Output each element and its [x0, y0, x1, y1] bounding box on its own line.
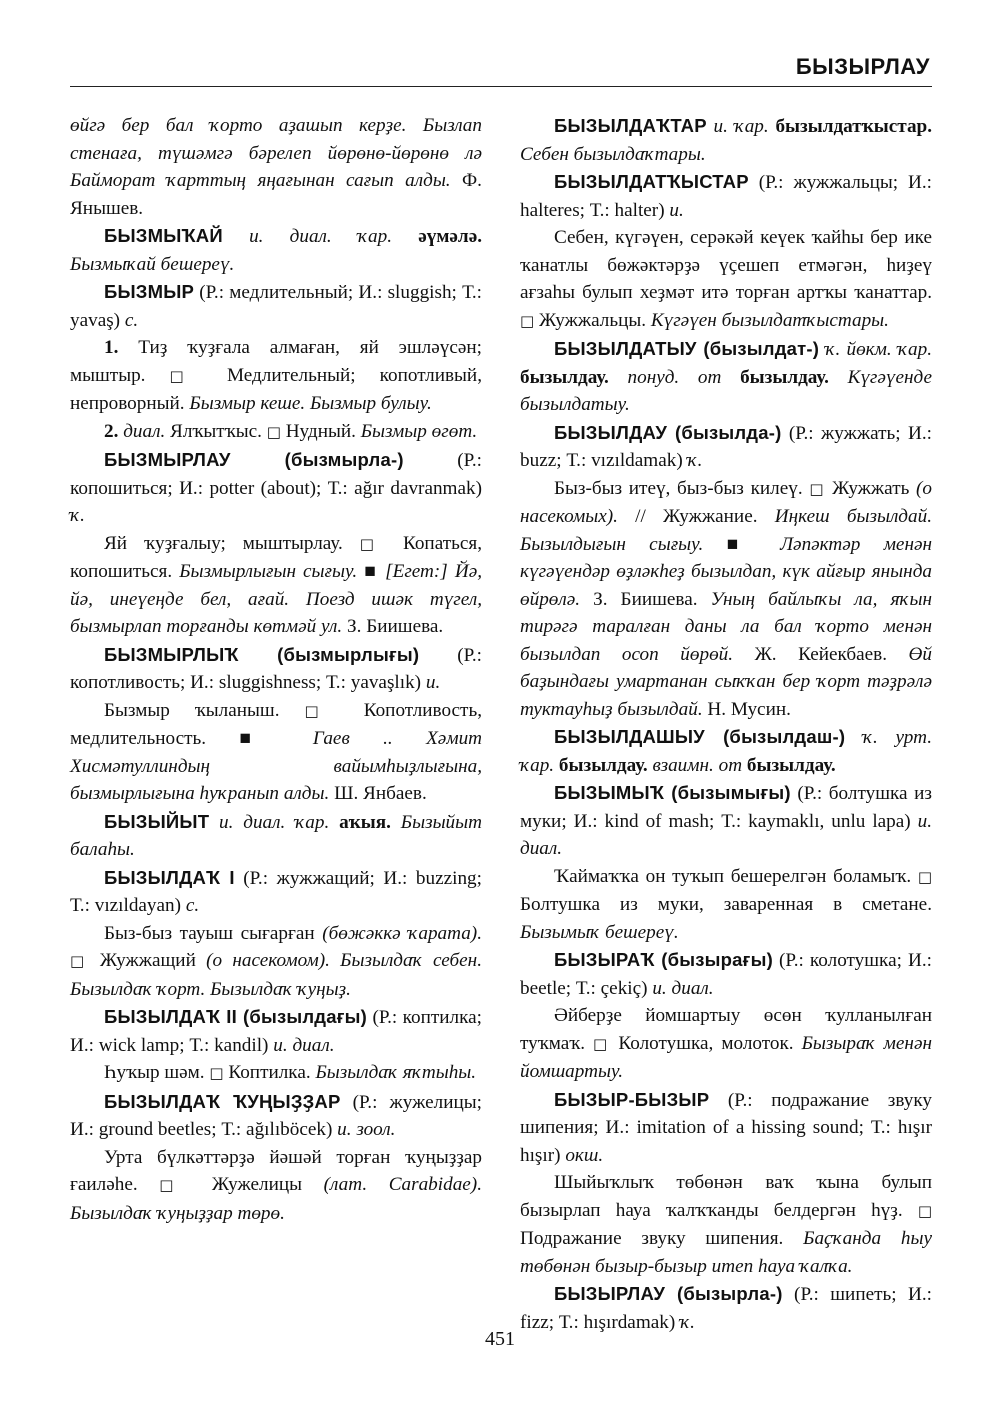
- dictionary-paragraph: БЫЗЫЛДАШЫУ (бызылдаш-) ҡ. урт. ҡар. бызылдау. взаимн. от бызылдау.: [520, 726, 932, 776]
- dictionary-paragraph: БЫЗЫЛДАҠ II (бызылдағы) (Р.: коптилка; И.: wick lamp; Т.: kandil) и. диал.: [70, 1006, 482, 1056]
- left-column: [70, 112, 482, 1227]
- running-headword: БЫЗЫРЛАУ: [795, 54, 930, 79]
- page-number: 451: [485, 1328, 515, 1350]
- dictionary-paragraph: БЫЗЫМЫҠ (бызымығы) (Р.: болтушка из муки; И.: kind of mash; Т.: kaymaklı, unlu lapa) и. диал.: [520, 782, 932, 859]
- dictionary-paragraph: Яй ҡуҙғалыу; мыштырлау. □ Копаться, копошиться. Бызмырлығын сығыу. ■ [Егет:] Йә, йә, инеүеңде бел, ағай. Поезд ишәк түгел, бызмырлап торғанды көтмәй ул. З. Биишева.: [70, 532, 483, 637]
- dictionary-paragraph: өйгә бер бал ҡорто аҙашып керҙе. Бызлап стенаға, түшәмгә бәрелеп йөрөнө-йөрөнө лә Байморат ҡарттың яңағынан сағып алды. Ф. Янышев.: [70, 115, 482, 219]
- dictionary-paragraph: Себен, күгәүен, серәкәй кеүек ҡайһы бер ике ҡанатлы бөжәктәрҙә үҫешеп етмәгән, һиҙеү ағзаһы булып хеҙмәт итә торған артҡы ҡанаттар. □ Жужжальцы. Күгәүен бызылдатҡыстары.: [520, 227, 932, 331]
- dictionary-paragraph: БЫЗЫЙЫТ и. диал. ҡар. аҡыя. Бызыйыт балаһы.: [70, 810, 483, 860]
- dictionary-paragraph: Быз-быз тауыш сығарған (бөжәккә ҡарата). □ Жужжащий (о насекомом). Бызылдаҡ себен. Бызылдаҡ ҡорт. Бызылдаҡ ҡуңыҙ.: [70, 922, 482, 1000]
- dictionary-paragraph: БЫЗЫРЛАУ (бызырла-) (Р.: шипеть; И.: fizz; Т.: hışırdamak) ҡ.: [520, 1283, 933, 1333]
- dictionary-paragraph: БЫЗЫР-БЫЗЫР (Р.: подражание звуку шипения; И.: imitation of a hissing sound; Т.: hışır hışır) окш.: [520, 1088, 932, 1166]
- dictionary-paragraph: БЫЗЫЛДАҠТАР и. ҡар. бызылдатҡыстар. Себен бызылдаҡтары.: [520, 115, 933, 165]
- dictionary-paragraph: Быз-быз итеү, быз-быз килеү. □ Жужжать (о насекомых). // Жужжание. Иңкеш бызылдай. Бызылдығын сығыу. ■ Ләпәктәр менән күгәүендәр өҙләкһеҙ бызылдап, күк айғыр янында өйрөлә. З. Биишева. Уның байлыҡы ла, яҡын тирәгә таралған даны ла бал ҡорто менән бызылдап осоп йөрөй. Ж. Кейекбаев. Өй баҙындағы умартанан сыҡҡан бер ҡорт тәҙрәлә туктауһыҙ бызылдай. Н. Мусин.: [520, 477, 933, 720]
- dictionary-paragraph: Бызмыр ҡыланыш. □ Копотливость, медлительность. ■ Гаев .. Хәмит Хисмәтуллиндың вайымһыҙлығына, бызмырлығына һуҡранып алды. Ш. Янбаев.: [70, 699, 483, 804]
- dictionary-paragraph: Ҡаймаҡҡа он туҡып бешерелгән боламыҡ. □ Болтушка из муки, заваренная в сметане. Бызымыҡ бешереү.: [520, 865, 932, 943]
- dictionary-paragraph: БЫЗЫЛДАҠ ҠУҢЫҘҘАР (Р.: жужелицы; И.: ground beetles; Т.: ağılıböcek) и. зоол.: [70, 1090, 482, 1140]
- dictionary-paragraph: БЫЗЫЛДАТЫУ (бызылдат-) ҡ. йөкм. ҡар. бызылдау. понуд. от бызылдау. Күгәүенде бызылдатыу.: [520, 338, 933, 415]
- dictionary-paragraph: БЫЗЫЛДАУ (бызылда-) (Р.: жужжать; И.: buzz; Т.: vızıldamak) ҡ.: [520, 421, 932, 471]
- running-header: [70, 48, 932, 87]
- dictionary-paragraph: БЫЗЫЛДАТҠЫСТАР (Р.: жужжальцы; И.: halteres; Т.: halter) и.: [520, 171, 932, 221]
- dictionary-paragraph: БЫЗЫРАҠ (бызырағы) (Р.: колотушка; И.: beetle; Т.: çekiç) и. диал.: [520, 949, 932, 999]
- dictionary-paragraph: Һуҡыр шәм. □ Коптилка. Бызылдаҡ яҡтыһы.: [104, 1062, 477, 1083]
- dictionary-paragraph: Шыйыҡлыҡ төбөнән ваҡ ҡына булып бызырлап һауа ҡалҡҡанды белдергән һүҙ. □ Подражание звуку шипения. Баҫҡанда һыу төбөнән бызыр-бызыр итеп һауа ҡалҡа.: [520, 1172, 932, 1277]
- dictionary-paragraph: БЫЗМЫРЛАУ (бызмырла-) (Р.: копошиться; И.: potter (about); Т.: ağır davranmak) ҡ.: [70, 449, 482, 526]
- dictionary-paragraph: Әйберҙе йомшартыу өсөн ҡулланылған туҡмаҡ. □ Колотушка, молоток. Бызыраҡ менән йомшартыу.: [520, 1005, 932, 1082]
- dictionary-paragraph: Урта бүлкәттәрҙә йәшәй торған ҡуңыҙҙар ғаиләһе. □ Жужелицы (лат. Carabidae). Бызылдаҡ ҡуңыҙҙар төрө.: [70, 1146, 482, 1224]
- dictionary-paragraph: БЫЗМЫР (Р.: медлительный; И.: sluggish; Т.: yavaş) с.: [70, 281, 482, 331]
- right-column: [520, 112, 932, 1336]
- dictionary-paragraph: 2. диал. Ялҡытҡыс. □ Нудный. Бызмыр өгөт.: [104, 420, 478, 442]
- dictionary-paragraph: БЫЗМЫРЛЫҠ (бызмырлығы) (Р.: копотливость; И.: sluggishness; Т.: yavaşlık) и.: [70, 643, 482, 693]
- dictionary-paragraph: БЫЗЫЛДАҠ I (Р.: жужжащий; И.: buzzing; Т.: vızıldayan) с.: [70, 866, 482, 916]
- dictionary-paragraph: БЫЗМЫҠАЙ и. диал. ҡар. әүмәлә. Бызмыҡай бешереү.: [70, 225, 483, 275]
- dictionary-paragraph: 1. Тиҙ ҡуҙғала алмаған, яй эшләүсән; мыштыр. □ Медлительный; копотливый, непроворный. Бызмыр кеше. Бызмыр булыу.: [70, 337, 482, 414]
